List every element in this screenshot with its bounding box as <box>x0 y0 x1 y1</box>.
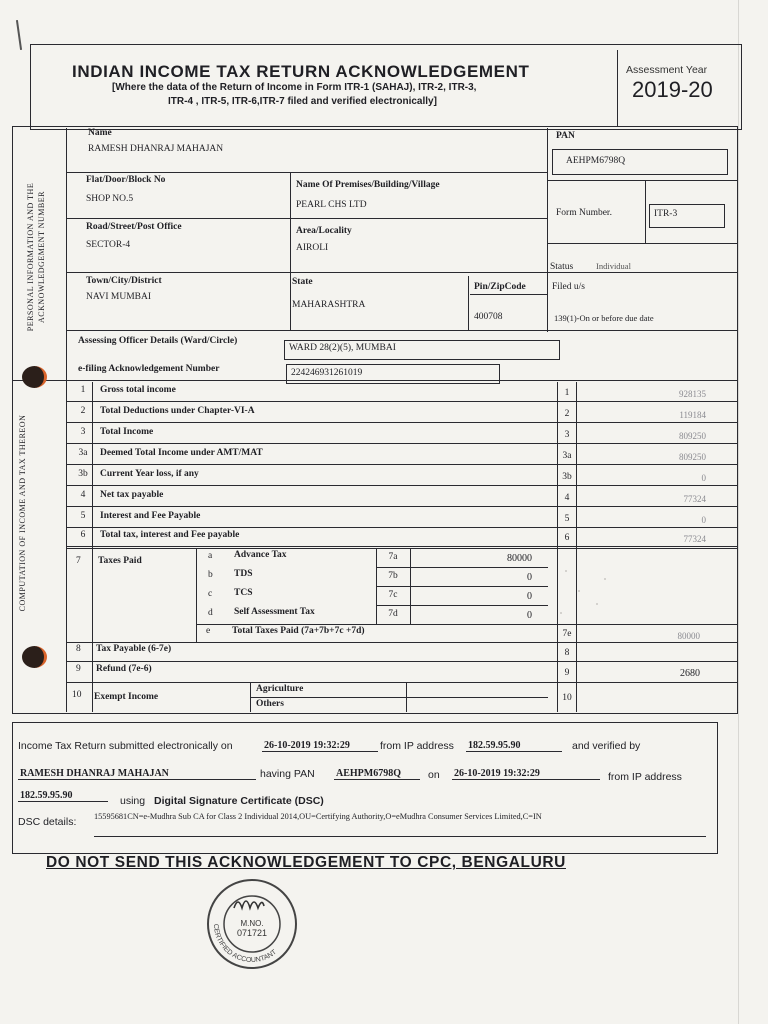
row-3a-value: 809250 <box>679 452 706 462</box>
form-number-label: Form Number. <box>556 208 612 218</box>
scan-noise <box>560 612 562 614</box>
punch-hole-bottom <box>22 646 47 668</box>
grid-line <box>468 276 469 330</box>
grid-line <box>66 506 738 507</box>
grid-line <box>376 605 548 606</box>
verif-text-6: from IP address <box>608 771 682 783</box>
status-label: Status <box>550 262 574 272</box>
grid-line <box>66 642 738 643</box>
verif-text-3: and verified by <box>572 740 641 752</box>
town-label: Town/City/District <box>86 276 162 286</box>
row-3-label: Total Income <box>100 427 154 437</box>
row-9-value: 2680 <box>680 668 700 679</box>
row-5-label: Interest and Fee Payable <box>100 511 201 521</box>
verif-method: Digital Signature Certificate (DSC) <box>154 795 324 807</box>
dsc-label: DSC details: <box>18 816 77 828</box>
grid-line <box>470 294 548 295</box>
town-value: NAVI MUMBAI <box>86 292 152 302</box>
scan-noise <box>578 590 580 592</box>
row-10-label: Exempt Income <box>94 692 159 702</box>
row-2-value: 119184 <box>679 410 706 420</box>
row-10-sub1: Agriculture <box>256 684 304 694</box>
row-3-value: 809250 <box>679 431 706 441</box>
row-3-code: 3 <box>564 430 570 440</box>
row-3-no: 3 <box>80 427 86 437</box>
verif-text-1: Income Tax Return submitted electronically on <box>18 740 233 752</box>
row-1-label: Gross total income <box>100 385 176 395</box>
tax-item-letter: a <box>208 551 213 561</box>
row-3b-label: Current Year loss, if any <box>100 469 199 479</box>
row-1-value: 928135 <box>679 389 706 399</box>
verif-ip-1: 182.59.95.90 <box>466 740 562 752</box>
row-6-no: 6 <box>80 530 86 540</box>
row-3b-value: 0 <box>701 473 706 483</box>
page-subtitle-1: [Where the data of the Return of Income in Form ITR-1 (SAHAJ), ITR-2, ITR-3, <box>112 82 477 93</box>
scan-noise <box>596 603 598 605</box>
row-8-no: 8 <box>76 644 81 654</box>
assessment-year: 2019-20 <box>632 77 713 102</box>
row-2-label: Total Deductions under Chapter-VI-A <box>100 406 255 416</box>
flat-value: SHOP NO.5 <box>86 194 134 204</box>
tax-item-code: 7b <box>388 571 398 581</box>
row-7e-code: 7e <box>562 629 572 639</box>
ao-value: WARD 28(2)(5), MUMBAI <box>289 343 396 353</box>
row-3a-label: Deemed Total Income under AMT/MAT <box>100 448 263 458</box>
grid-line <box>290 172 291 330</box>
row-3b-no: 3b <box>78 469 88 479</box>
tax-item-label: Self Assessment Tax <box>234 607 315 617</box>
stamp-number: 071721 <box>236 928 268 938</box>
grid-line <box>376 586 548 587</box>
header-divider <box>617 50 618 126</box>
tax-item-letter: c <box>208 589 213 599</box>
grid-line <box>196 548 197 642</box>
tax-item-value: 0 <box>527 572 532 583</box>
row-4-no: 4 <box>80 490 86 500</box>
tax-item-code: 7c <box>388 590 398 600</box>
verif-text-7: using <box>120 795 146 807</box>
ack-value: 224246931261019 <box>291 368 363 378</box>
grid-line <box>66 485 738 486</box>
row-4-label: Net tax payable <box>100 490 164 500</box>
state-label: State <box>292 277 313 287</box>
paper-fold-line <box>16 20 22 50</box>
verif-date-2: 26-10-2019 19:32:29 <box>452 768 600 780</box>
verif-name: RAMESH DHANRAJ MAHAJAN <box>18 768 256 780</box>
side-label-personal: PERSONAL INFORMATION AND THE ACKNOWLEDGEMENT NUMBER <box>26 182 46 332</box>
dsc-underline <box>94 836 706 837</box>
ack-label: e-filing Acknowledgement Number <box>78 364 220 374</box>
tax-item-value: 0 <box>527 591 532 602</box>
tax-item-value: 80000 <box>507 553 532 564</box>
verif-pan: AEHPM6798Q <box>334 768 420 780</box>
row-9-code: 9 <box>564 668 570 678</box>
state-value: MAHARASHTRA <box>292 300 366 310</box>
row-3b-code: 3b <box>562 472 572 482</box>
row-2-no: 2 <box>80 406 86 416</box>
tax-item-code: 7d <box>388 609 398 619</box>
row-6-value: 77324 <box>683 534 706 544</box>
grid-line <box>66 546 738 547</box>
row-7e-label: Total Taxes Paid (7a+7b+7c +7d) <box>232 626 365 636</box>
grid-line <box>66 443 738 444</box>
row-1-code: 1 <box>564 388 570 398</box>
ca-stamp <box>200 878 304 970</box>
verif-text-4: having PAN <box>260 768 315 780</box>
row-4-code: 4 <box>564 493 570 503</box>
pan-value: AEHPM6798Q <box>566 156 626 166</box>
page-subtitle-2: ITR-4 , ITR-5, ITR-6,ITR-7 filed and verified electronically] <box>168 96 437 107</box>
grid-line <box>66 464 738 465</box>
row-5-code: 5 <box>564 514 570 524</box>
section-divider-vertical <box>66 128 67 712</box>
form-number-value: ITR-3 <box>654 209 678 219</box>
road-value: SECTOR-4 <box>86 240 131 250</box>
pin-label: Pin/ZipCode <box>474 282 526 292</box>
row-9-no: 9 <box>76 664 81 674</box>
row-6-code: 6 <box>564 533 570 543</box>
row-8-code: 8 <box>564 648 570 658</box>
road-label: Road/Street/Post Office <box>86 222 182 232</box>
tax-item-letter: b <box>208 570 213 580</box>
name-value: RAMESH DHANRAJ MAHAJAN <box>88 144 224 154</box>
grid-line <box>66 330 738 331</box>
row-1-no: 1 <box>80 385 86 395</box>
grid-line <box>66 172 548 173</box>
pin-value: 400708 <box>474 312 503 322</box>
pan-label: PAN <box>556 131 575 141</box>
row-8-label: Tax Payable (6-7e) <box>96 644 172 654</box>
row-5-no: 5 <box>80 511 86 521</box>
punch-hole-top <box>22 366 47 388</box>
grid-line <box>66 401 738 402</box>
grid-line <box>66 272 738 273</box>
row-7e-letter: e <box>206 626 211 636</box>
grid-line <box>66 422 738 423</box>
grid-line <box>66 548 738 549</box>
grid-line <box>66 661 738 662</box>
tax-item-label: TCS <box>234 588 253 598</box>
row-9-label: Refund (7e-6) <box>96 664 152 674</box>
dsc-value: 15595681CN=e-Mudhra Sub CA for Class 2 Individual 2014,OU=Certifying Authority,O=eMudhra Consumer Services Limited,C=IN <box>94 812 542 821</box>
premises-value: PEARL CHS LTD <box>296 200 367 210</box>
ao-label: Assessing Officer Details (Ward/Circle) <box>78 336 238 346</box>
name-label: Name <box>88 128 112 138</box>
verif-date-1: 26-10-2019 19:32:29 <box>262 740 378 752</box>
grid-line <box>196 624 738 625</box>
verif-ip-2: 182.59.95.90 <box>18 790 108 802</box>
row-7-no: 7 <box>76 556 81 566</box>
grid-line <box>376 567 548 568</box>
tax-item-value: 0 <box>527 610 532 621</box>
verif-text-5: on <box>428 769 440 781</box>
row-6-label: Total tax, interest and Fee payable <box>100 530 240 540</box>
grid-line <box>66 527 738 528</box>
row-10-sub2: Others <box>256 699 284 709</box>
stamp-ring-path: CERTIFIED ACCOUNTANT <box>211 923 279 965</box>
grid-line <box>92 382 93 712</box>
assessment-year-label: Assessment Year <box>626 64 708 76</box>
row-7e-value: 80000 <box>677 631 700 641</box>
scan-noise <box>565 570 567 572</box>
grid-line <box>66 218 548 219</box>
filed-value: 139(1)-On or before due date <box>554 313 654 323</box>
tax-item-code: 7a <box>388 552 398 562</box>
area-label: Area/Locality <box>296 226 352 236</box>
footer-notice: DO NOT SEND THIS ACKNOWLEDGEMENT TO CPC, BENGALURU <box>46 854 566 871</box>
tax-item-label: Advance Tax <box>234 550 287 560</box>
stamp-mno: M.NO. <box>240 919 264 928</box>
row-3a-code: 3a <box>562 451 572 461</box>
row-10-no: 10 <box>72 690 82 700</box>
grid-line <box>645 180 646 244</box>
row-3a-no: 3a <box>78 448 88 458</box>
tax-item-letter: d <box>208 608 213 618</box>
status-value: Individual <box>596 261 631 271</box>
tax-item-label: TDS <box>234 569 253 579</box>
row-7-label: Taxes Paid <box>98 556 142 566</box>
row-5-value: 0 <box>701 515 706 525</box>
flat-label: Flat/Door/Block No <box>86 175 166 185</box>
verif-text-2: from IP address <box>380 740 454 752</box>
row-2-code: 2 <box>564 409 570 419</box>
row-4-value: 77324 <box>683 494 706 504</box>
side-label-computation: COMPUTATION OF INCOME AND TAX THEREON <box>18 414 27 612</box>
grid-line <box>66 682 738 683</box>
page-title: INDIAN INCOME TAX RETURN ACKNOWLEDGEMENT <box>72 62 530 81</box>
filed-label: Filed u/s <box>552 282 585 292</box>
paper-edge <box>738 0 739 1024</box>
premises-label: Name Of Premises/Building/Village <box>296 180 440 190</box>
grid-line <box>250 697 548 698</box>
scan-noise <box>604 578 606 580</box>
area-value: AIROLI <box>296 243 329 253</box>
row-10-code: 10 <box>562 693 572 703</box>
